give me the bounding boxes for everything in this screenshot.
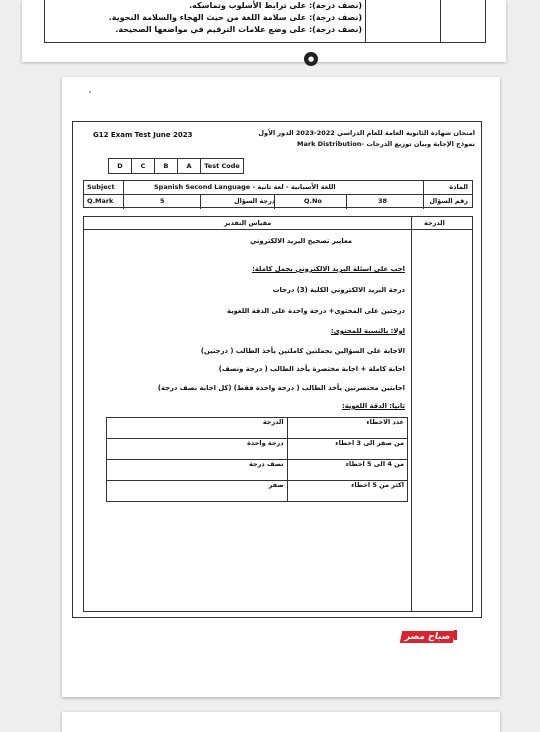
table-row xyxy=(107,460,408,481)
subject-value: Spanish Second Language - اللغة الأسبانية - لغة ثانية xyxy=(154,183,336,191)
scale-header: مقياس التقدير xyxy=(224,219,272,227)
grade-header: الدرجة xyxy=(424,219,445,227)
grade-cell: درجة واحدة xyxy=(107,439,288,460)
test-code-a: A xyxy=(178,159,201,174)
criteria-title: معايير تصحيح البريد الالكتروني xyxy=(250,237,352,245)
mark-scheme-frame xyxy=(72,121,482,618)
grade-split: درجتين على المحتوى+ درجة واحدة على الدقة اللغوية xyxy=(226,307,405,315)
subject-label: Subject xyxy=(87,183,115,191)
instruction: اجب على اسئلة البريد الالكتروني بجمل كاملة: xyxy=(252,265,405,273)
previous-page-criteria xyxy=(62,0,362,36)
prev-line: (نصف درجة): على سلامة اللغة من حيث الهجاء والسلامة النحوية. xyxy=(108,13,362,22)
speck xyxy=(89,91,91,93)
grade-cell: نصف درجة xyxy=(107,460,288,481)
question-number-label: رقم السؤال xyxy=(429,197,468,205)
test-code-d: D xyxy=(109,159,132,174)
table-row xyxy=(107,439,408,460)
exam-header-arabic xyxy=(258,128,475,150)
previous-page xyxy=(22,0,506,62)
table-row xyxy=(107,418,408,439)
language-heading: ثانيا: الدقة اللغوية: xyxy=(342,402,405,410)
logo-text: صباح مصر xyxy=(400,631,456,643)
language-errors-table xyxy=(106,417,408,502)
prev-line: (نصف درجة): على ترابط الأسلوب وتماسكه. xyxy=(189,1,362,10)
criteria-table xyxy=(83,216,473,612)
grade-cell: صفر xyxy=(107,481,288,502)
prev-line: (نصف درجة): على وضع علامات الترقيم في مواضعها الصحيحة. xyxy=(115,25,362,34)
question-info-table xyxy=(83,180,473,208)
question-grade-label: درجة السؤال xyxy=(234,197,276,205)
next-page xyxy=(62,712,500,732)
exam-title: G12 Exam Test June 2023 xyxy=(93,131,193,139)
errors-cell: من صفر الى 3 اخطاء xyxy=(287,439,407,460)
watermark-logo xyxy=(401,624,460,643)
total-grade: درجة البريد الالكتروني الكلية (3) درجات xyxy=(272,286,405,294)
test-code-label: Test Code xyxy=(201,159,244,174)
arabic-subtitle: نموذج الإجابة وبيان توزيع الدرجات -Mark Distribution xyxy=(297,140,475,148)
content-criterion-3: اجابتين مختصرتين يأخذ الطالب ( درجة واحدة فقط) (كل اجابة نصف درجة) xyxy=(157,384,405,392)
test-code-c: C xyxy=(132,159,155,174)
qmark-value: 5 xyxy=(160,197,165,205)
table-row xyxy=(107,481,408,502)
page-break-icon[interactable]: ● xyxy=(304,52,318,66)
errors-cell: اكثر من 5 اخطاء xyxy=(287,481,407,502)
test-code-table xyxy=(108,158,244,174)
subject-label-ar: المادة xyxy=(449,183,468,191)
content-heading: اولا: بالنسبة للمحتوى: xyxy=(330,327,405,335)
content-criterion-2: اجابة كاملة + اجابة مختصرة يأخذ الطالب ( درجة ونصف) xyxy=(218,365,405,373)
qno-value: 38 xyxy=(378,197,388,205)
grade-cell: الدرجة xyxy=(107,418,288,439)
qno-label: Q.No xyxy=(304,197,322,205)
test-code-b: B xyxy=(155,159,178,174)
arabic-title: امتحان شهادة الثانوية العامة للعام الدراسي 2022-2023 الدور الأول xyxy=(258,129,475,137)
content-criterion-1: الاجابة على السؤالين بجملتين كاملتين يأخذ الطالب ( درجتين) xyxy=(200,347,405,355)
errors-cell: عدد الاخطاء xyxy=(287,418,407,439)
document-page xyxy=(62,77,500,697)
errors-cell: من 4 الى 5 اخطاء xyxy=(287,460,407,481)
qmark-label: Q.Mark xyxy=(87,197,114,205)
